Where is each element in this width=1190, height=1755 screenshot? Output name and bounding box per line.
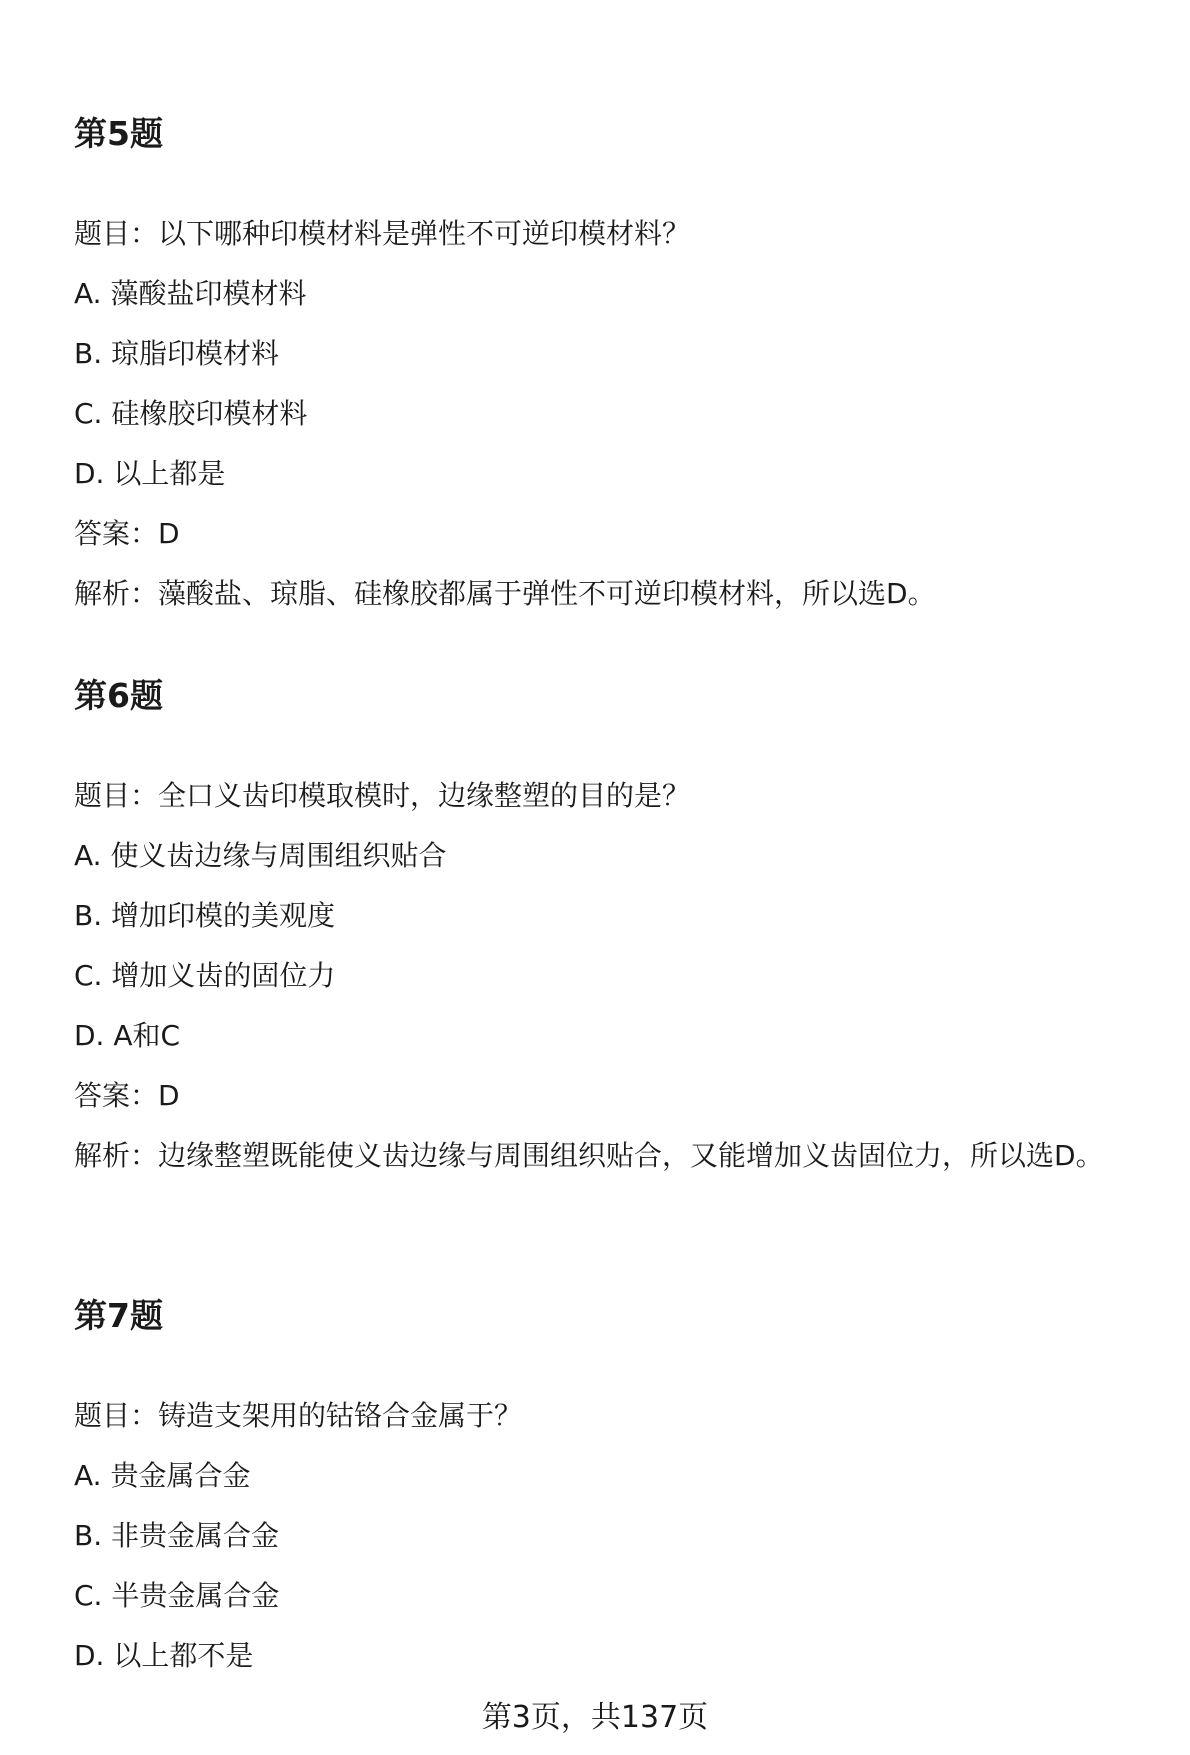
question-heading: 第5题 — [74, 114, 163, 153]
option-a: A. 使义齿边缘与周围组织贴合 — [74, 839, 447, 872]
page-number: 第3页，共137页 — [481, 1700, 709, 1735]
option-c: C. 半贵金属合金 — [74, 1579, 280, 1612]
question-stem: 题目：以下哪种印模材料是弹性不可逆印模材料？ — [74, 217, 691, 250]
question-heading: 第6题 — [74, 676, 163, 715]
question-stem: 题目：全口义齿印模取模时，边缘整塑的目的是？ — [74, 779, 691, 812]
question-heading: 第7题 — [74, 1296, 163, 1335]
option-d: D. 以上都不是 — [74, 1639, 254, 1672]
explanation: 解析：藻酸盐、琼脂、硅橡胶都属于弹性不可逆印模材料，所以选D。 — [74, 577, 936, 610]
option-d: D. 以上都是 — [74, 457, 226, 490]
option-b: B. 增加印模的美观度 — [74, 899, 336, 932]
question-stem: 题目：铸造支架用的钴铬合金属于？ — [74, 1399, 523, 1432]
option-c: C. 增加义齿的固位力 — [74, 959, 336, 992]
explanation: 解析：边缘整塑既能使义齿边缘与周围组织贴合，又能增加义齿固位力，所以选D。 — [74, 1139, 1104, 1172]
option-b: B. 非贵金属合金 — [74, 1519, 280, 1552]
answer: 答案：D — [74, 1079, 180, 1112]
option-a: A. 藻酸盐印模材料 — [74, 277, 307, 310]
option-c: C. 硅橡胶印模材料 — [74, 397, 308, 430]
answer: 答案：D — [74, 517, 180, 550]
option-b: B. 琼脂印模材料 — [74, 337, 280, 370]
option-d: D. A和C — [74, 1019, 181, 1052]
option-a: A. 贵金属合金 — [74, 1459, 251, 1492]
